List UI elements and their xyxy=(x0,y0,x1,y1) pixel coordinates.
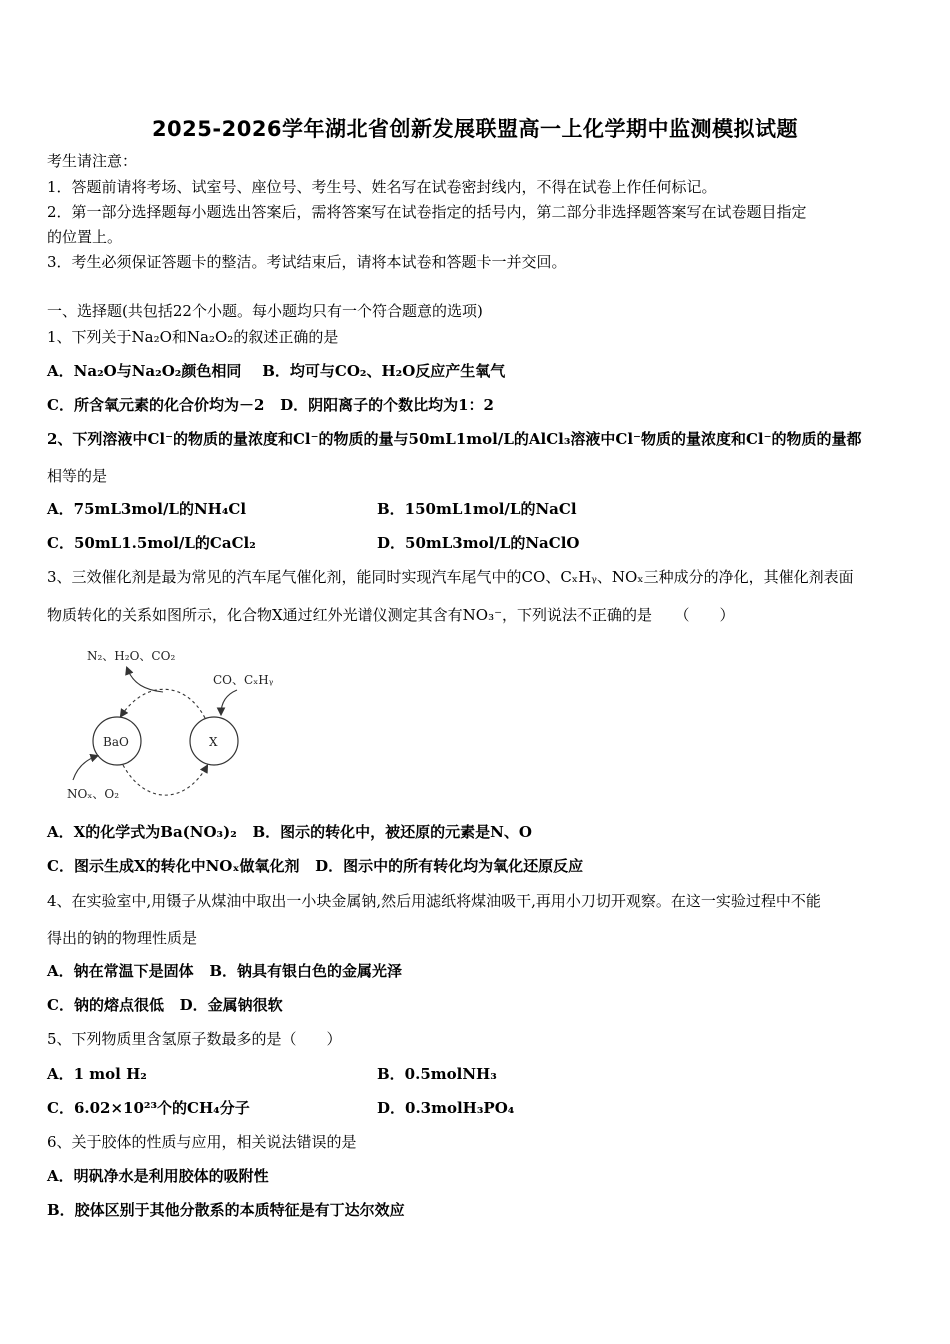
q1-option-a: A．Na₂O与Na₂O₂颜色相同 xyxy=(47,362,242,380)
question-4-options-ab xyxy=(47,961,402,981)
question-1-options-ab xyxy=(47,361,505,381)
q3-option-b: B．图示的转化中，被还原的元素是N、O xyxy=(252,823,532,841)
question-5-stem: 5、下列物质里含氢原子数最多的是（ ） xyxy=(47,1030,342,1048)
notice-item: 3．考生必须保证答题卡的整洁。考试结束后，请将本试卷和答题卡一并交回。 xyxy=(47,253,567,271)
diagram-right-label: CO、CₓHᵧ xyxy=(213,673,274,687)
q4-option-c: C．钠的熔点很低 xyxy=(47,996,164,1014)
x-node-label: X xyxy=(209,735,218,749)
q3-option-c: C．图示生成X的转化中NOₓ做氧化剂 xyxy=(47,857,300,875)
q3-option-a: A．X的化学式为Ba(NO₃)₂ xyxy=(47,823,237,841)
q5-option-a: A．1 mol H₂ xyxy=(47,1065,147,1083)
q6-option-a: A．明矾净水是利用胶体的吸附性 xyxy=(47,1167,269,1185)
q2-option-d: D．50mL3mol/L的NaClO xyxy=(377,534,580,552)
q5-option-c: C．6.02×10²³个的CH₄分子 xyxy=(47,1099,250,1117)
question-3-stem: 3、三效催化剂是最为常见的汽车尾气催化剂，能同时实现汽车尾气中的CO、CₓHᵧ、NOₓ三种成分的净化，其催化剂表面 xyxy=(47,568,854,586)
bao-node-label: BaO xyxy=(103,735,129,749)
q5-option-b: B．0.5molNH₃ xyxy=(377,1065,497,1083)
q3-option-d: D．图示中的所有转化均为氧化还原反应 xyxy=(315,857,584,875)
reaction-cycle-diagram xyxy=(55,640,295,810)
page-title: 2025-2026学年湖北省创新发展联盟高一上化学期中监测模拟试题 xyxy=(151,117,799,141)
question-3-options-cd xyxy=(47,856,583,876)
question-1-options-cd xyxy=(47,395,494,415)
arrow-co-in xyxy=(221,690,237,714)
question-2-stem-cont: 相等的是 xyxy=(47,467,108,485)
question-4-stem-cont: 得出的钠的物理性质是 xyxy=(47,929,198,947)
q2-option-a: A．75mL3mol/L的NH₄Cl xyxy=(47,500,247,518)
question-2-stem: 2、下列溶液中Cl⁻的物质的量浓度和Cl⁻的物质的量与50mL1mol/L的AlCl₃溶液中Cl⁻物质的量浓度和Cl⁻的物质的量都 xyxy=(47,430,862,448)
q4-option-b: B．钠具有银白色的金属光泽 xyxy=(209,962,402,980)
q2-option-b: B．150mL1mol/L的NaCl xyxy=(377,500,577,518)
question-6-stem: 6、关于胶体的性质与应用，相关说法错误的是 xyxy=(47,1133,357,1151)
arrow-products-out xyxy=(127,668,163,692)
question-1-stem: 1、下列关于Na₂O和Na₂O₂的叙述正确的是 xyxy=(47,328,339,346)
arrow-nox-in xyxy=(73,756,97,780)
q1-option-b: B．均可与CO₂、H₂O反应产生氧气 xyxy=(262,362,506,380)
question-4-options-cd xyxy=(47,995,283,1015)
arrow-bao-to-x xyxy=(123,765,207,795)
diagram-top-label: N₂、H₂O、CO₂ xyxy=(87,649,176,663)
arrow-x-to-bao xyxy=(121,689,205,718)
q4-option-d: D．金属钠很软 xyxy=(179,996,283,1014)
diagram-bottom-label: NOₓ、O₂ xyxy=(67,787,120,801)
notice-item: 1．答题前请将考场、试室号、座位号、考生号、姓名写在试卷密封线内，不得在试卷上作任何标记。 xyxy=(47,178,717,196)
question-4-stem: 4、在实验室中,用镊子从煤油中取出一小块金属钠,然后用滤纸将煤油吸干,再用小刀切开观察。在这一实验过程中不能 xyxy=(47,892,821,910)
notice-item: 的位置上。 xyxy=(47,228,123,246)
q4-option-a: A．钠在常温下是固体 xyxy=(47,962,194,980)
notice-heading: 考生请注意： xyxy=(47,152,138,170)
q2-option-c: C．50mL1.5mol/L的CaCl₂ xyxy=(47,534,256,552)
section-heading: 一、选择题(共包括22个小题。每小题均只有一个符合题意的选项) xyxy=(47,302,483,320)
question-3-stem-cont: 物质转化的关系如图所示，化合物X通过红外光谱仪测定其含有NO₃⁻，下列说法不正确的是 （ ） xyxy=(47,606,735,624)
q1-option-d: D．阴阳离子的个数比均为1：2 xyxy=(280,396,494,414)
q5-option-d: D．0.3molH₃PO₄ xyxy=(377,1099,515,1117)
q6-option-b: B．胶体区别于其他分散系的本质特征是有丁达尔效应 xyxy=(47,1201,405,1219)
question-3-options-ab xyxy=(47,822,532,842)
q1-option-c: C．所含氧元素的化合价均为－2 xyxy=(47,396,265,414)
notice-item: 2．第一部分选择题每小题选出答案后，需将答案写在试卷指定的括号内，第二部分非选择题答案写在试卷题目指定 xyxy=(47,203,807,221)
